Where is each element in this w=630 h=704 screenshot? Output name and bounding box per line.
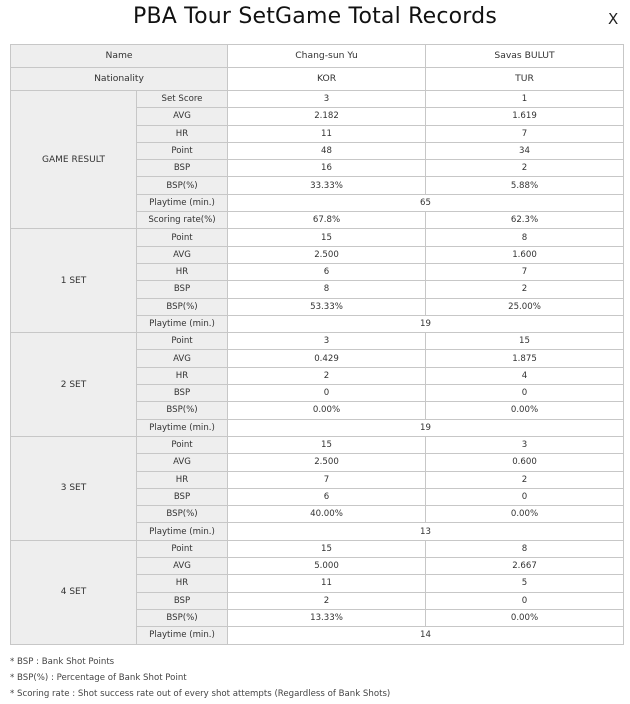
stat-value-merged: 65	[228, 194, 624, 211]
stat-label: AVG	[137, 558, 228, 575]
stat-value-merged: 19	[228, 315, 624, 332]
stat-label: HR	[137, 367, 228, 384]
player2-value: 5	[426, 575, 624, 592]
player1-value: 13.33%	[228, 609, 426, 626]
player1-value: 15	[228, 229, 426, 246]
stat-value-merged: 13	[228, 523, 624, 540]
stat-label: BSP(%)	[137, 506, 228, 523]
player1-value: 6	[228, 263, 426, 280]
player1-value: 53.33%	[228, 298, 426, 315]
stat-label: AVG	[137, 454, 228, 471]
player1-value: 67.8%	[228, 212, 426, 229]
player2-value: 0.00%	[426, 402, 624, 419]
player2-value: 8	[426, 229, 624, 246]
stat-label: BSP	[137, 592, 228, 609]
player1-value: 48	[228, 142, 426, 159]
player2-value: 2	[426, 471, 624, 488]
stat-label: BSP(%)	[137, 402, 228, 419]
stat-label: Point	[137, 540, 228, 557]
footnotes	[10, 654, 390, 702]
player2-value: 0.00%	[426, 506, 624, 523]
stat-label: AVG	[137, 108, 228, 125]
player1-value: 0.429	[228, 350, 426, 367]
stat-label: BSP(%)	[137, 298, 228, 315]
stat-label: AVG	[137, 246, 228, 263]
table-row	[11, 229, 624, 246]
player1-value: 11	[228, 125, 426, 142]
nationality-header: Nationality	[11, 68, 228, 91]
player1-nationality: KOR	[228, 68, 426, 91]
section-label: 1 SET	[11, 229, 137, 333]
player2-name: Savas BULUT	[426, 45, 624, 68]
player1-value: 15	[228, 540, 426, 557]
table-row	[11, 540, 624, 557]
player1-value: 33.33%	[228, 177, 426, 194]
player2-value: 1	[426, 91, 624, 108]
stat-label: BSP(%)	[137, 177, 228, 194]
table-row	[11, 91, 624, 108]
player2-nationality: TUR	[426, 68, 624, 91]
player2-value: 2.667	[426, 558, 624, 575]
table-row	[11, 436, 624, 453]
stat-label: Playtime (min.)	[137, 419, 228, 436]
stat-label: Playtime (min.)	[137, 523, 228, 540]
player2-value: 8	[426, 540, 624, 557]
player1-value: 2.500	[228, 454, 426, 471]
player2-value: 34	[426, 142, 624, 159]
player1-value: 2	[228, 367, 426, 384]
player2-value: 5.88%	[426, 177, 624, 194]
player1-value: 16	[228, 160, 426, 177]
stat-label: Point	[137, 333, 228, 350]
player2-value: 0	[426, 385, 624, 402]
stat-value-merged: 14	[228, 627, 624, 644]
player2-value: 3	[426, 436, 624, 453]
header-row-nationality	[11, 68, 624, 91]
player1-value: 2.182	[228, 108, 426, 125]
records-table	[10, 44, 624, 645]
player1-value: 6	[228, 488, 426, 505]
player1-value: 2.500	[228, 246, 426, 263]
player1-value: 7	[228, 471, 426, 488]
player2-value: 0	[426, 488, 624, 505]
player2-value: 0.600	[426, 454, 624, 471]
stat-label: AVG	[137, 350, 228, 367]
footnote-bsp-percent: * BSP(%) : Percentage of Bank Shot Point	[10, 673, 187, 683]
stat-label: HR	[137, 263, 228, 280]
close-button[interactable]: X	[608, 10, 619, 28]
stat-label: HR	[137, 471, 228, 488]
stat-label: BSP	[137, 160, 228, 177]
player2-value: 15	[426, 333, 624, 350]
player1-name: Chang-sun Yu	[228, 45, 426, 68]
player1-value: 3	[228, 91, 426, 108]
stat-label: Set Score	[137, 91, 228, 108]
player2-value: 1.600	[426, 246, 624, 263]
player2-value: 1.619	[426, 108, 624, 125]
stat-label: Point	[137, 229, 228, 246]
player2-value: 7	[426, 263, 624, 280]
stat-label: Playtime (min.)	[137, 315, 228, 332]
stat-label: HR	[137, 575, 228, 592]
stat-label: Point	[137, 142, 228, 159]
footnote-bsp: * BSP : Bank Shot Points	[10, 657, 115, 667]
section-label: 2 SET	[11, 333, 137, 437]
stat-label: BSP	[137, 281, 228, 298]
table-row	[11, 333, 624, 350]
player1-value: 2	[228, 592, 426, 609]
section-label: 4 SET	[11, 540, 137, 644]
name-header: Name	[11, 45, 228, 68]
player1-value: 40.00%	[228, 506, 426, 523]
player1-value: 5.000	[228, 558, 426, 575]
stat-label: BSP	[137, 385, 228, 402]
player2-value: 2	[426, 160, 624, 177]
stat-label: Playtime (min.)	[137, 627, 228, 644]
footnote-scoring-rate: * Scoring rate : Shot success rate out of every shot attempts (Regardless of Bank Shots)	[10, 689, 391, 699]
player2-value: 0.00%	[426, 609, 624, 626]
stat-value-merged: 19	[228, 419, 624, 436]
stat-label: Scoring rate(%)	[137, 212, 228, 229]
stat-label: BSP(%)	[137, 609, 228, 626]
section-label: 3 SET	[11, 436, 137, 540]
player1-value: 8	[228, 281, 426, 298]
player1-value: 15	[228, 436, 426, 453]
player2-value: 2	[426, 281, 624, 298]
section-label: GAME RESULT	[11, 91, 137, 229]
player2-value: 62.3%	[426, 212, 624, 229]
player1-value: 0.00%	[228, 402, 426, 419]
stat-label: BSP	[137, 488, 228, 505]
player2-value: 1.875	[426, 350, 624, 367]
page-title: PBA Tour SetGame Total Records	[132, 4, 497, 29]
player1-value: 3	[228, 333, 426, 350]
player2-value: 25.00%	[426, 298, 624, 315]
player1-value: 0	[228, 385, 426, 402]
player2-value: 7	[426, 125, 624, 142]
header-row-name	[11, 45, 624, 68]
player1-value: 11	[228, 575, 426, 592]
stat-label: Playtime (min.)	[137, 194, 228, 211]
stat-label: Point	[137, 436, 228, 453]
player2-value: 4	[426, 367, 624, 384]
stat-label: HR	[137, 125, 228, 142]
player2-value: 0	[426, 592, 624, 609]
